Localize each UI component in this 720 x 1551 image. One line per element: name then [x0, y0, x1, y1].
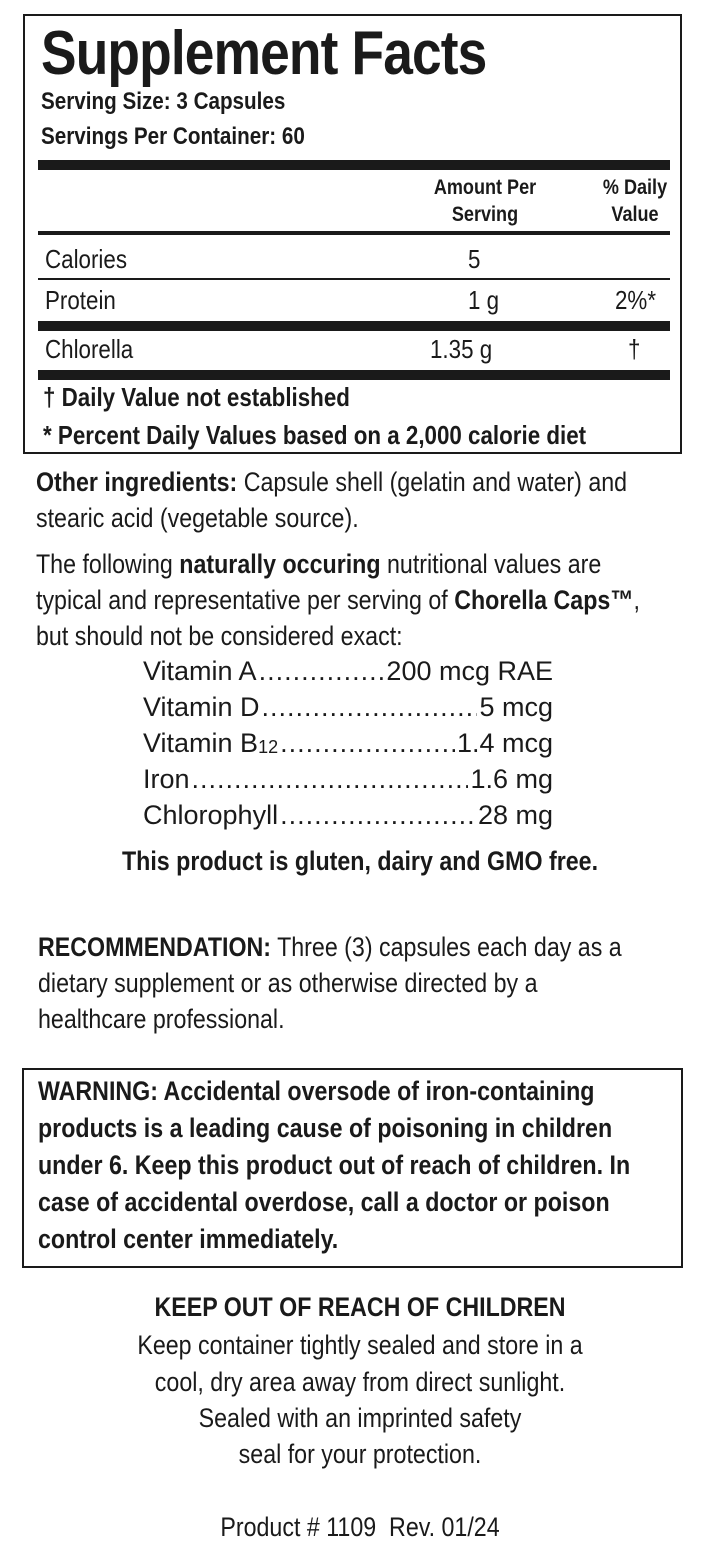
nutrient-row-vitamin-b12	[143, 728, 553, 759]
storage-line	[0, 1439, 720, 1470]
warning-line: products is a leading cause of poisoning in children	[38, 1113, 613, 1143]
note-text: but should not be considered exact:	[36, 621, 403, 651]
row-protein-label: Protein	[45, 285, 116, 315]
storage-text: seal for your protection.	[238, 1439, 482, 1469]
servings-per-container: Servings Per Container: 60	[41, 123, 305, 150]
header-amount-per-serving	[410, 174, 560, 228]
supplement-facts-panel	[23, 14, 682, 454]
other-ingredients	[36, 464, 690, 536]
other-ingredients-text: Capsule shell (gelatin and water) and	[237, 467, 628, 497]
storage-text: Keep container tightly sealed and store in a	[137, 1330, 583, 1360]
storage-text: Sealed with an imprinted safety	[198, 1403, 522, 1433]
header-divider	[38, 231, 670, 235]
storage-heading	[0, 1292, 720, 1323]
nutrient-value: 5 mcg	[479, 692, 553, 722]
warning-line: case of accidental overdose, call a doctor or poison	[38, 1187, 610, 1217]
nutrient-row-vitamin-a	[143, 656, 553, 687]
warning-line: control center immediately.	[38, 1224, 339, 1254]
leader-dots	[259, 656, 385, 687]
nutrient-value: 200 mcg RAE	[386, 656, 553, 686]
footnote-dagger: † Daily Value not established	[43, 382, 350, 412]
header-dv-line2: Value	[611, 203, 659, 226]
nutrient-value: 28 mg	[477, 800, 553, 830]
recommendation-label: RECOMMENDATION:	[38, 932, 272, 962]
nutrient-name: Vitamin D	[143, 692, 260, 722]
nutrient-name: Chlorophyll	[143, 800, 279, 830]
note-text: typical and representative per serving of	[36, 585, 455, 615]
row-chlorella-label: Chlorella	[45, 334, 134, 364]
nutrient-row-vitamin-d	[143, 692, 553, 723]
thick-divider	[38, 370, 670, 380]
storage-heading-text: KEEP OUT OF REACH OF CHILDREN	[154, 1292, 566, 1322]
nutrient-subscript: 12	[258, 737, 279, 757]
note-text: The following	[36, 549, 180, 579]
row-protein-amount: 1 g	[468, 285, 500, 315]
row-chlorella-amount: 1.35 g	[430, 334, 493, 364]
row-protein-dv: 2%*	[615, 285, 657, 315]
other-ingredients-text-2: stearic acid (vegetable source).	[36, 503, 359, 533]
leader-dots	[280, 800, 476, 831]
recommendation-text: healthcare professional.	[38, 1004, 285, 1034]
header-daily-value	[585, 174, 685, 228]
storage-line	[0, 1330, 720, 1361]
row-calories-amount: 5	[468, 244, 481, 274]
storage-text: cool, dry area away from direct sunlight.	[154, 1367, 566, 1397]
recommendation-text: dietary supplement or as otherwise directed by a	[38, 968, 538, 998]
row-divider	[38, 278, 670, 280]
nutrient-row-chlorophyll	[143, 800, 553, 831]
warning-line: WARNING: Accidental oversode of iron-containing	[38, 1076, 595, 1106]
nutrient-name: Vitamin B	[143, 728, 259, 758]
storage-line	[0, 1367, 720, 1398]
leader-dots	[192, 764, 469, 795]
footnote-percent: * Percent Daily Values based on a 2,000 calorie diet	[43, 420, 587, 450]
product-number-text: Product # 1109 Rev. 01/24	[220, 1512, 500, 1542]
facts-title: Supplement Facts	[41, 19, 487, 88]
leader-dots	[262, 692, 478, 723]
note-text: nutritional values are	[380, 549, 602, 579]
recommendation	[38, 929, 692, 1037]
warning-line: under 6. Keep this product out of reach of children. In	[38, 1150, 631, 1180]
storage-line	[0, 1403, 720, 1434]
header-amount-line2: Serving	[451, 203, 519, 226]
nutritional-note	[36, 546, 690, 654]
leader-dots	[280, 728, 455, 759]
other-ingredients-label: Other ingredients:	[36, 467, 238, 497]
nutrient-name: Vitamin A	[143, 656, 257, 686]
nutrient-name: Iron	[143, 764, 190, 794]
free-from-statement	[0, 846, 720, 877]
serving-size: Serving Size: 3 Capsules	[41, 88, 286, 115]
nutrient-value: 1.6 mg	[470, 764, 553, 794]
free-from-text: This product is gluten, dairy and GMO free.	[121, 846, 599, 876]
note-text: ,	[633, 585, 641, 615]
row-calories-label: Calories	[45, 244, 128, 274]
row-chlorella-dv: †	[628, 334, 641, 364]
thick-divider	[38, 160, 670, 170]
thick-divider	[38, 321, 670, 331]
header-dv-line1: % Daily	[602, 176, 668, 199]
recommendation-text: Three (3) capsules each day as a	[271, 932, 622, 962]
header-amount-line1: Amount Per	[433, 176, 537, 199]
nutrient-value: 1.4 mcg	[456, 728, 553, 758]
product-name: Chorella Caps™	[454, 585, 634, 615]
note-bold: naturally occuring	[179, 549, 381, 579]
nutrient-row-iron	[143, 764, 553, 795]
product-number	[0, 1512, 720, 1543]
warning-box	[22, 1068, 683, 1268]
